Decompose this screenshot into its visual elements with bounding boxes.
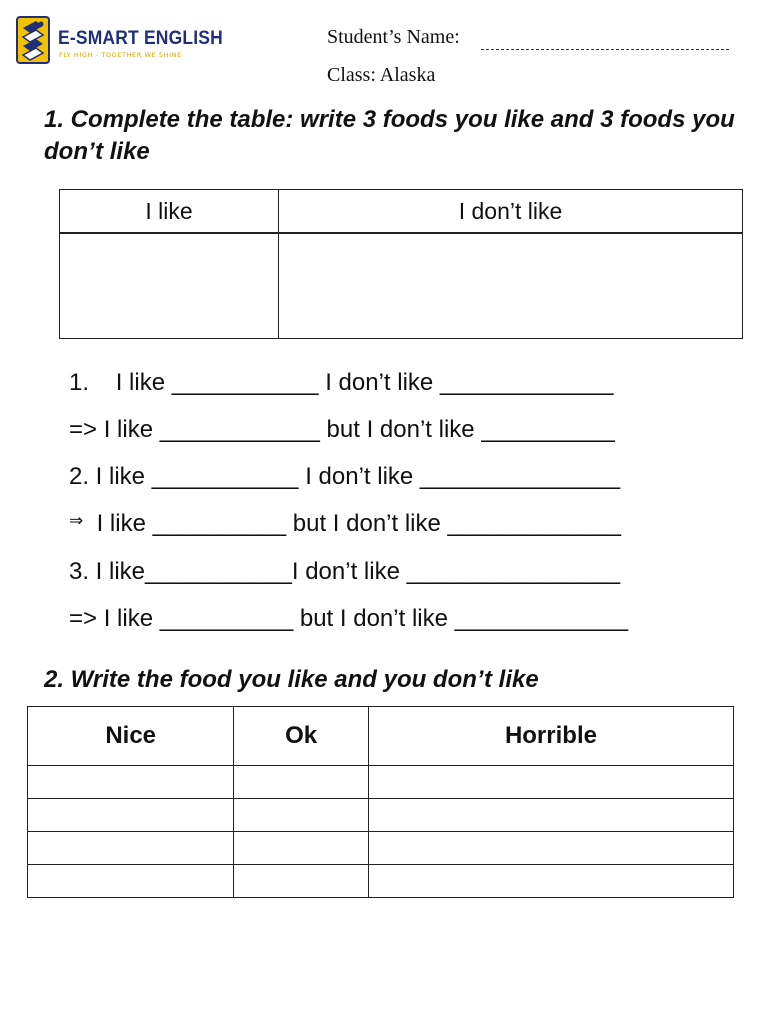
header-i-dont-like: I don’t like [279, 190, 743, 234]
table-row [28, 766, 734, 799]
food-rating-table [27, 706, 734, 898]
table-row [28, 799, 734, 832]
sentence-3-combined: => I like __________ but I don’t like _____________ [69, 605, 629, 632]
logo-title: E-SMART ENGLISH [58, 28, 223, 49]
answer-cell-like[interactable] [60, 233, 279, 339]
table-cell[interactable] [368, 766, 733, 799]
answer-cell-dont-like[interactable] [279, 233, 743, 339]
student-name-label: Student’s Name: [327, 26, 460, 48]
header-nice: Nice [28, 707, 234, 766]
student-name-field[interactable] [481, 49, 729, 50]
table-answer-row [60, 233, 743, 339]
brand-logo [16, 16, 223, 66]
sentence-1: 1. I like ___________ I don’t like _____________ [69, 369, 614, 396]
header-ok: Ok [234, 707, 369, 766]
table-cell[interactable] [234, 832, 369, 865]
sentence-3: 3. I like___________I don’t like ________________ [69, 558, 621, 585]
section-1-heading: 1. Complete the table: write 3 foods you like and 3 foods you don’t like [44, 106, 735, 165]
table-cell[interactable] [28, 766, 234, 799]
sentence-2-combined: I like __________ but I don’t like _____________ [96, 510, 622, 537]
sentence-2-combined-line [69, 510, 621, 538]
table-cell[interactable] [234, 865, 369, 898]
section-2-heading: 2. Write the food you like and you don’t like [44, 666, 539, 693]
sentence-2: 2. I like ___________ I don’t like _______________ [69, 463, 621, 490]
table-header-row [60, 190, 743, 234]
logo-emblem-icon [16, 16, 50, 64]
table-header-row [28, 707, 734, 766]
sentence-1-combined: => I like ____________ but I don’t like __________ [69, 416, 615, 443]
class-label: Class: Alaska [327, 64, 436, 86]
table-cell[interactable] [368, 832, 733, 865]
table-row [28, 832, 734, 865]
table-row [28, 865, 734, 898]
table-cell[interactable] [28, 799, 234, 832]
like-dislike-table [59, 189, 743, 339]
table-cell[interactable] [28, 832, 234, 865]
table-cell[interactable] [368, 799, 733, 832]
logo-tagline: FLY HIGH - TOGETHER WE SHINE [59, 51, 182, 59]
header-horrible: Horrible [368, 707, 733, 766]
table-cell[interactable] [234, 799, 369, 832]
header-i-like: I like [60, 190, 279, 234]
arrow-icon: ⇒ [69, 511, 84, 531]
table-cell[interactable] [28, 865, 234, 898]
table-cell[interactable] [234, 766, 369, 799]
table-cell[interactable] [368, 865, 733, 898]
